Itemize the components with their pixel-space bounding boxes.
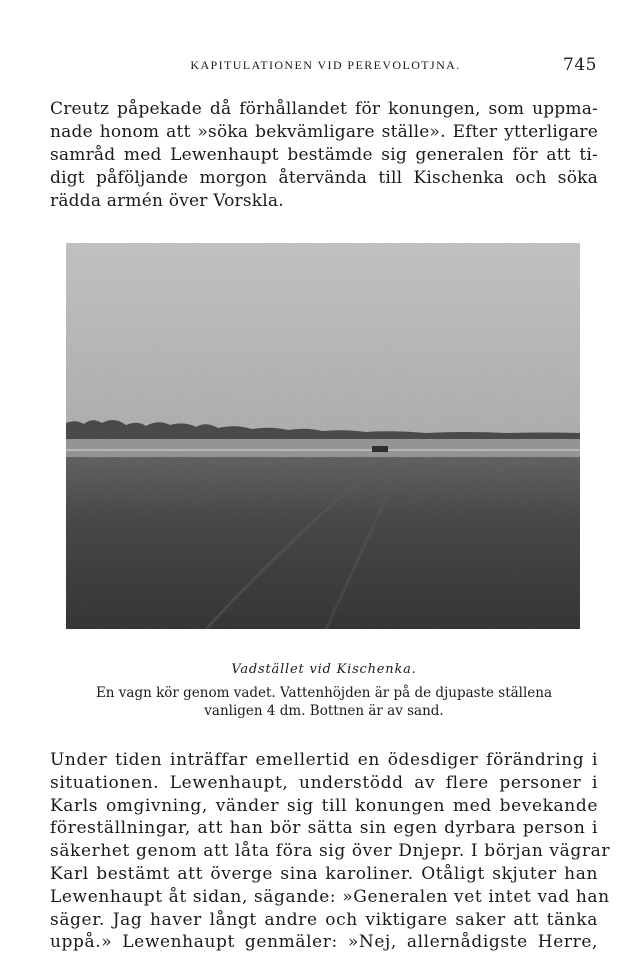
page-number: 745 — [563, 55, 597, 75]
ford-photograph — [66, 243, 580, 629]
paragraph-line: Karl bestämt att överge sina karoliner. Otåligt skjuter han — [50, 863, 598, 884]
figure-caption-line: En vagn kör genom vadet. Vattenhöjden är på de djupaste ställena — [95, 685, 553, 701]
paragraph-2 — [50, 749, 611, 954]
paragraph-line: uppå.» Lewenhaupt genmäler: »Nej, allernådigste Herre, — [50, 932, 598, 953]
paragraph-line: digt påföljande morgon återvända till Kischenka och söka — [50, 168, 598, 188]
figure-caption — [50, 684, 598, 720]
paragraph-line: nade honom att »söka bekvämligare ställe». Efter ytterligare — [50, 122, 598, 142]
figure-caption-title: Vadstället vid Kischenka. — [231, 662, 417, 677]
paragraph-line: samråd med Lewenhaupt bestämde sig generalen för att ti- — [50, 145, 598, 165]
paragraph-line: Lewenhaupt åt sidan, sägande: »Generalen vet intet vad han — [50, 886, 610, 907]
paragraph-line: Under tiden inträffar emellertid en ödesdiger förändring i — [50, 750, 598, 770]
paragraph-1 — [50, 98, 598, 213]
running-head — [54, 55, 597, 82]
paragraph-line: situationen. Lewenhaupt, understödd av flere personer i — [50, 772, 598, 793]
figure-caption-line: vanligen 4 dm. Bottnen är av sand. — [204, 703, 444, 719]
paragraph-line: Karls omgivning, vänder sig till konungen med bevekande — [50, 795, 598, 816]
paragraph-line: Creutz påpekade då förhållandet för konungen, som uppma- — [50, 99, 598, 119]
paragraph-line: säger. Jag haver långt andre och viktigare saker att tänka — [50, 909, 598, 930]
paragraph-line: rädda armén över Vorskla. — [50, 191, 284, 211]
chapter-title: KAPITULATIONEN VID PEREVOLOTJNA. — [190, 58, 461, 72]
paragraph-line: föreställningar, att han bör sätta sin egen dyrbara person i — [50, 818, 598, 839]
paragraph-line: säkerhet genom att låta föra sig över Dnjepr. I början vägrar — [50, 841, 611, 862]
